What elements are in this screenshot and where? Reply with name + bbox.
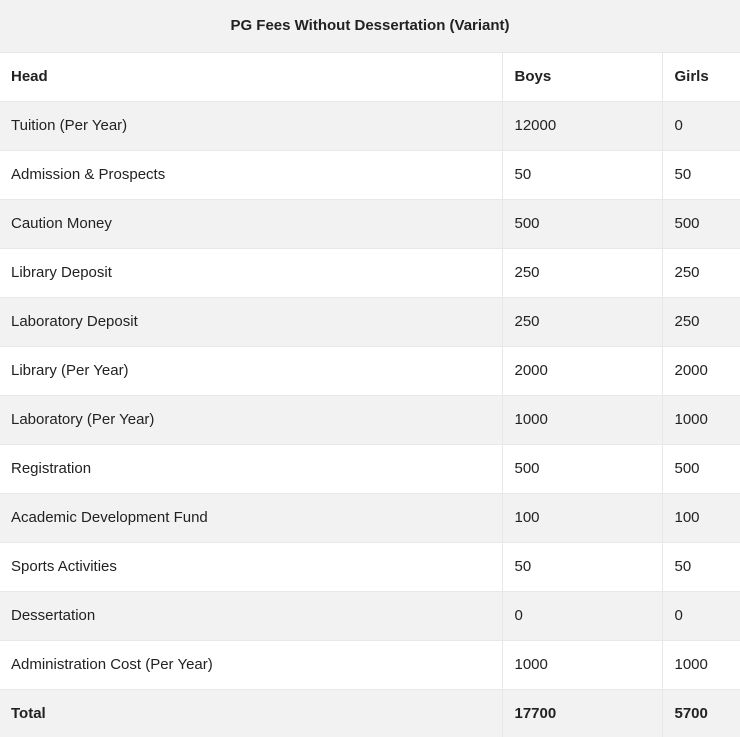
row-girls-cell: 1000 bbox=[662, 395, 740, 444]
row-girls-cell: 1000 bbox=[662, 640, 740, 689]
total-label: Total bbox=[0, 689, 502, 737]
row-girls-cell: 100 bbox=[662, 493, 740, 542]
row-boys-cell: 500 bbox=[502, 199, 662, 248]
row-girls-cell: 250 bbox=[662, 297, 740, 346]
table-row bbox=[0, 248, 740, 297]
row-girls-cell: 2000 bbox=[662, 346, 740, 395]
row-head-cell: Admission & Prospects bbox=[0, 150, 502, 199]
table-row bbox=[0, 640, 740, 689]
table-row bbox=[0, 297, 740, 346]
row-girls-cell: 500 bbox=[662, 199, 740, 248]
row-boys-cell: 250 bbox=[502, 248, 662, 297]
table-caption-row bbox=[0, 0, 740, 52]
row-boys-cell: 500 bbox=[502, 444, 662, 493]
table-total-row bbox=[0, 689, 740, 737]
table-row bbox=[0, 591, 740, 640]
table-header-row bbox=[0, 52, 740, 101]
row-boys-cell: 50 bbox=[502, 150, 662, 199]
row-head-cell: Dessertation bbox=[0, 591, 502, 640]
table-row bbox=[0, 444, 740, 493]
row-girls-cell: 50 bbox=[662, 150, 740, 199]
table-row bbox=[0, 150, 740, 199]
total-girls: 5700 bbox=[662, 689, 740, 737]
table-row bbox=[0, 395, 740, 444]
table-row bbox=[0, 346, 740, 395]
row-head-cell: Laboratory Deposit bbox=[0, 297, 502, 346]
row-boys-cell: 2000 bbox=[502, 346, 662, 395]
row-head-cell: Registration bbox=[0, 444, 502, 493]
table-caption: PG Fees Without Dessertation (Variant) bbox=[0, 0, 740, 52]
row-girls-cell: 50 bbox=[662, 542, 740, 591]
header-head: Head bbox=[0, 52, 502, 101]
row-girls-cell: 0 bbox=[662, 101, 740, 150]
row-head-cell: Caution Money bbox=[0, 199, 502, 248]
table-row bbox=[0, 101, 740, 150]
row-girls-cell: 250 bbox=[662, 248, 740, 297]
table-row bbox=[0, 199, 740, 248]
row-boys-cell: 100 bbox=[502, 493, 662, 542]
row-head-cell: Tuition (Per Year) bbox=[0, 101, 502, 150]
header-girls: Girls bbox=[662, 52, 740, 101]
row-head-cell: Sports Activities bbox=[0, 542, 502, 591]
table-row bbox=[0, 493, 740, 542]
row-boys-cell: 50 bbox=[502, 542, 662, 591]
row-head-cell: Administration Cost (Per Year) bbox=[0, 640, 502, 689]
row-girls-cell: 500 bbox=[662, 444, 740, 493]
row-head-cell: Library (Per Year) bbox=[0, 346, 502, 395]
header-boys: Boys bbox=[502, 52, 662, 101]
row-boys-cell: 0 bbox=[502, 591, 662, 640]
total-boys: 17700 bbox=[502, 689, 662, 737]
row-boys-cell: 250 bbox=[502, 297, 662, 346]
row-boys-cell: 1000 bbox=[502, 395, 662, 444]
row-boys-cell: 1000 bbox=[502, 640, 662, 689]
table-row bbox=[0, 542, 740, 591]
row-girls-cell: 0 bbox=[662, 591, 740, 640]
row-head-cell: Laboratory (Per Year) bbox=[0, 395, 502, 444]
row-head-cell: Academic Development Fund bbox=[0, 493, 502, 542]
row-head-cell: Library Deposit bbox=[0, 248, 502, 297]
row-boys-cell: 12000 bbox=[502, 101, 662, 150]
